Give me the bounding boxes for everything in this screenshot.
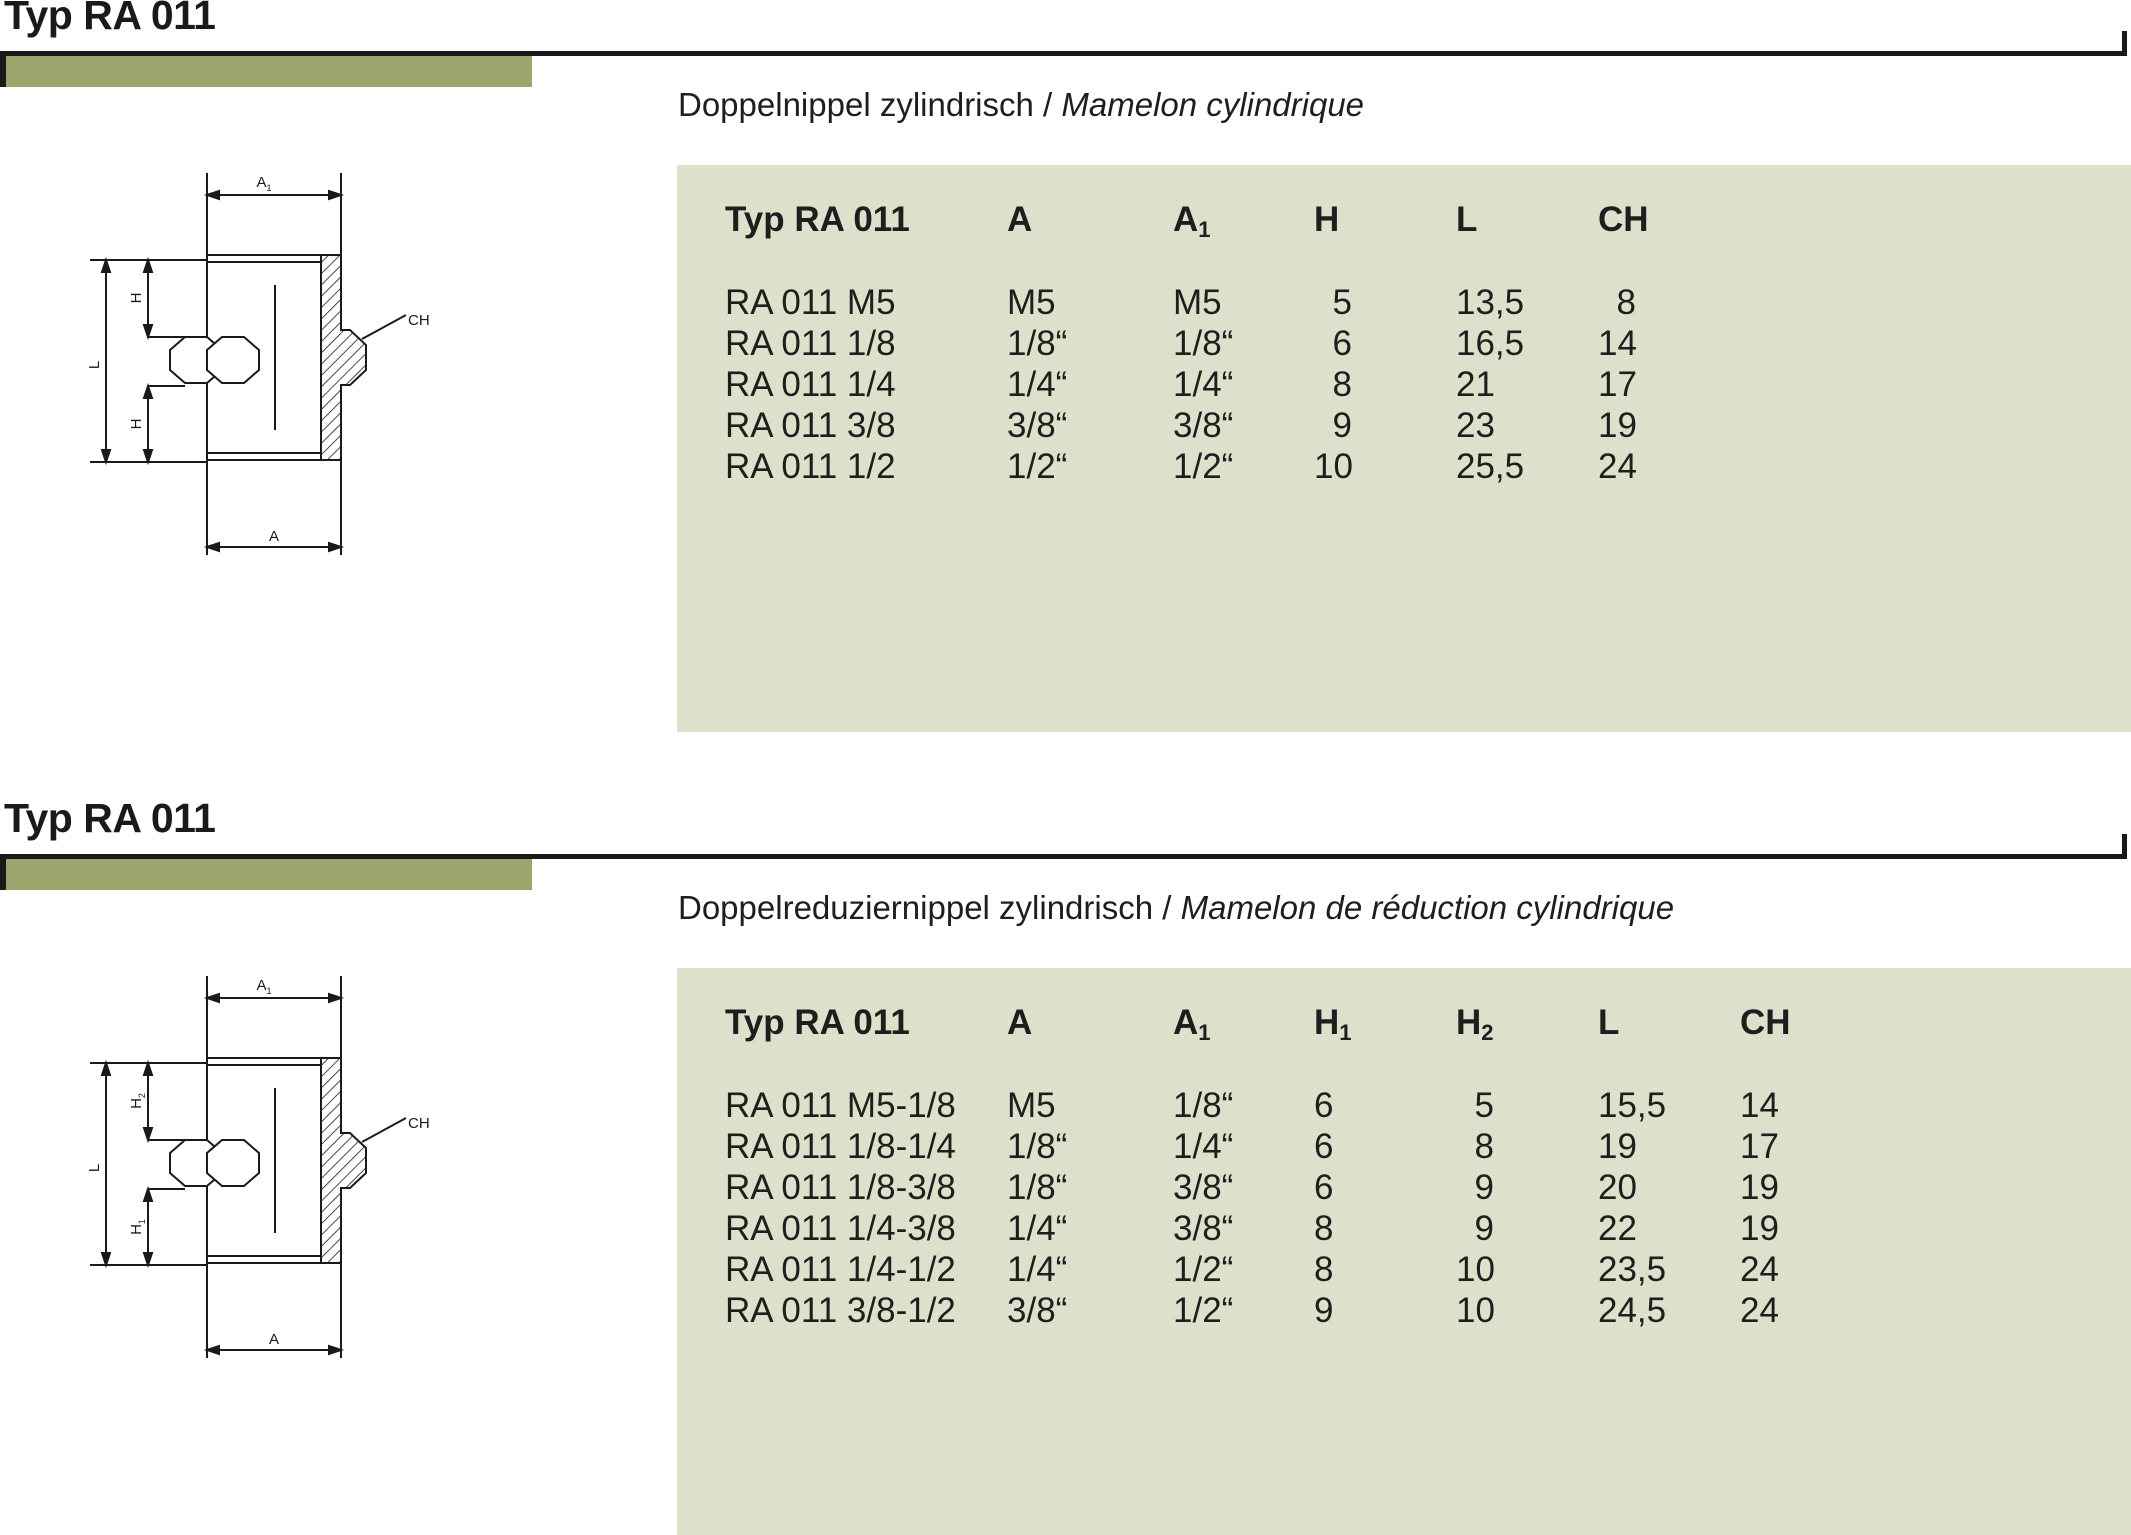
table-cell: 1/8“ [1007,1127,1068,1166]
table-cell: 3/8“ [1007,406,1068,445]
table-cell: 19 [1598,1127,1637,1166]
dimension-table-panel [677,968,2131,1535]
table-cell: RA 011 1/8-3/8 [725,1168,956,1207]
table-cell: 9 [1332,406,1352,445]
table-cell: RA 011 3/8 [725,406,896,445]
col-header-ch: CH [1740,1003,1791,1042]
table-cell: 24 [1740,1291,1779,1330]
accent-bar [6,56,532,87]
label-l: L [86,360,103,370]
table-cell: 10 [1456,1250,1495,1289]
table-cell: 8 [1616,283,1636,322]
label-ch: CH [408,1115,430,1132]
table-cell: M5 [1007,1086,1056,1125]
technical-drawing [86,165,470,565]
col-header-typ: Typ RA 011 [725,200,910,239]
table-cell: 23,5 [1598,1250,1667,1289]
table-cell: M5 [1007,283,1056,322]
table-cell: RA 011 1/2 [725,447,896,486]
table-cell: RA 011 1/8-1/4 [725,1127,956,1166]
table-cell: 19 [1740,1209,1779,1248]
section-doppelnippel [0,0,2131,740]
table-cell: M5 [1173,283,1222,322]
section-doppelreduziernippel [0,795,2131,1535]
table-cell: 6 [1314,1086,1334,1125]
accent-bar [6,859,532,890]
table-cell: 21 [1456,365,1495,404]
col-header-ch: CH [1598,200,1649,239]
table-cell: 19 [1740,1168,1779,1207]
table-cell: 8 [1474,1127,1494,1166]
table-cell: 3/8“ [1173,1209,1234,1248]
product-subtitle [678,889,1674,927]
table-cell: 3/8“ [1173,406,1234,445]
table-cell: 1/8“ [1007,1168,1068,1207]
table-cell: 1/4“ [1173,365,1234,404]
table-cell: 1/2“ [1173,1250,1234,1289]
table-cell: 5 [1332,283,1352,322]
table-cell: 16,5 [1456,324,1525,363]
table-cell: RA 011 1/8 [725,324,896,363]
table-cell: 13,5 [1456,283,1525,322]
col-header-h2: $H_2$ [1456,1003,1494,1045]
table-cell: 15,5 [1598,1086,1667,1125]
subtitle-de: Doppelnippel zylindrisch [678,86,1034,123]
table-cell: 1/8“ [1173,1086,1234,1125]
table-cell: 9 [1314,1291,1334,1330]
title-rule-end [2122,834,2127,859]
table-cell: 3/8“ [1007,1291,1068,1330]
label-h-top: H [128,292,145,304]
table-cell: 10 [1314,447,1353,486]
table-cell: 8 [1332,365,1352,404]
table-cell: 23 [1456,406,1495,445]
table-cell: 1/4“ [1007,1250,1068,1289]
table-cell: RA 011 M5 [725,283,896,322]
table-cell: 25,5 [1456,447,1525,486]
col-header-a1: $A_1$ [1173,1003,1211,1045]
table-cell: RA 011 3/8-1/2 [725,1291,956,1330]
col-header-l: L [1598,1003,1620,1042]
subtitle-separator: / [1153,889,1181,926]
table-cell: 1/4“ [1007,365,1068,404]
dimension-table-panel [677,165,2131,732]
table-cell: 20 [1598,1168,1637,1207]
technical-drawing [86,968,470,1368]
subtitle-fr: Mamelon de réduction cylindrique [1180,889,1675,926]
table-cell: 9 [1474,1209,1494,1248]
subtitle-fr: Mamelon cylindrique [1061,86,1365,123]
col-header-a1: $A_1$ [1173,200,1211,242]
product-subtitle [678,86,1364,124]
table-cell: 24,5 [1598,1291,1667,1330]
subtitle-separator: / [1033,86,1062,123]
col-header-typ: Typ RA 011 [725,1003,910,1042]
table-cell: RA 011 1/4 [725,365,896,404]
table-cell: 24 [1740,1250,1779,1289]
table-cell: RA 011 1/4-1/2 [725,1250,956,1289]
table-cell: 17 [1740,1127,1779,1166]
col-header-a: A [1007,200,1033,239]
table-cell: RA 011 M5-1/8 [725,1086,956,1125]
label-l: L [86,1163,103,1173]
table-cell: 1/2“ [1007,447,1068,486]
label-a: A [268,1331,280,1348]
table-cell: 6 [1332,324,1352,363]
table-cell: 22 [1598,1209,1637,1248]
table-cell: 3/8“ [1173,1168,1234,1207]
title-rule-end [2122,31,2127,56]
col-header-l: L [1456,200,1478,239]
section-title: Typ RA 011 [4,795,216,841]
table-cell: 14 [1598,324,1637,363]
col-header-h: H [1314,200,1340,239]
table-cell: 5 [1474,1086,1494,1125]
label-h-bottom: H [128,418,145,430]
table-cell: 6 [1314,1168,1334,1207]
table-cell: 8 [1314,1209,1334,1248]
table-cell: 1/8“ [1173,324,1234,363]
table-cell: 6 [1314,1127,1334,1166]
subtitle-de: Doppelreduziernippel zylindrisch [678,889,1154,926]
label-a: A [268,528,280,545]
table-cell: 1/2“ [1173,1291,1234,1330]
table-cell: RA 011 1/4-3/8 [725,1209,956,1248]
table-cell: 9 [1474,1168,1494,1207]
table-cell: 1/4“ [1173,1127,1234,1166]
table-cell: 1/4“ [1007,1209,1068,1248]
table-cell: 24 [1598,447,1637,486]
label-a1: $A_1$ [256,977,272,996]
col-header-a: A [1007,1003,1033,1042]
table-cell: 8 [1314,1250,1334,1289]
label-h2: $H_2$ [128,1093,147,1109]
table-cell: 1/8“ [1007,324,1068,363]
table-cell: 14 [1740,1086,1779,1125]
table-cell: 1/2“ [1173,447,1234,486]
label-h1: $H_1$ [128,1219,147,1235]
label-a1: $A_1$ [256,174,272,193]
table-cell: 19 [1598,406,1637,445]
col-header-h1: $H_1$ [1314,1003,1352,1045]
label-ch: CH [408,312,430,329]
section-title: Typ RA 011 [4,0,216,38]
table-cell: 17 [1598,365,1637,404]
table-cell: 10 [1456,1291,1495,1330]
